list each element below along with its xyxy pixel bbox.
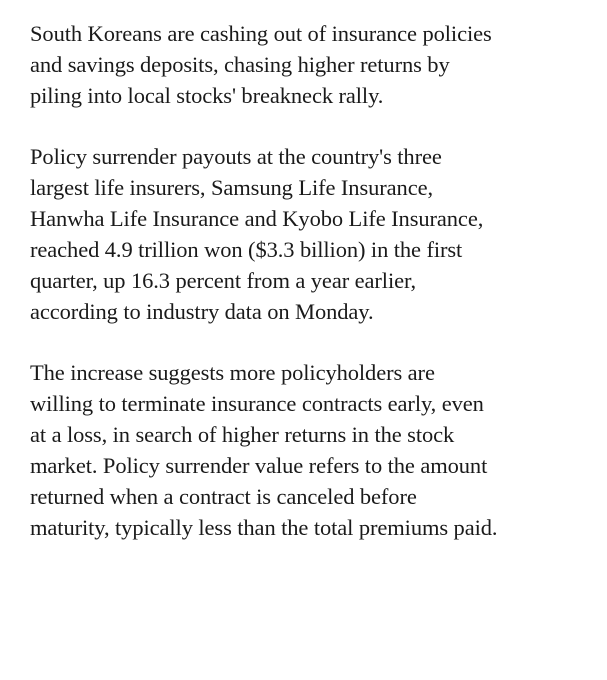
text-line: returned when a contract is canceled before bbox=[30, 484, 417, 509]
text-line: Hanwha Life Insurance and Kyobo Life Insurance, bbox=[30, 206, 484, 231]
text-line: Policy surrender payouts at the country's three bbox=[30, 144, 442, 169]
text-line: at a loss, in search of higher returns in the stock bbox=[30, 422, 455, 447]
text-line: market. Policy surrender value refers to the amount bbox=[30, 453, 488, 478]
text-line: largest life insurers, Samsung Life Insurance, bbox=[30, 175, 433, 200]
text-line: South Koreans are cashing out of insurance policies bbox=[30, 21, 492, 46]
paragraph-payouts bbox=[30, 141, 590, 327]
text-line: The increase suggests more policyholders are bbox=[30, 360, 435, 385]
text-line: maturity, typically less than the total premiums paid. bbox=[30, 515, 498, 540]
paragraph-explanation bbox=[30, 357, 590, 543]
article-body bbox=[30, 18, 590, 543]
paragraph-intro bbox=[30, 18, 590, 111]
text-line: quarter, up 16.3 percent from a year earlier, bbox=[30, 268, 416, 293]
text-line: reached 4.9 trillion won ($3.3 billion) in the first bbox=[30, 237, 463, 262]
text-line: and savings deposits, chasing higher returns by bbox=[30, 52, 450, 77]
text-line: piling into local stocks' breakneck rally. bbox=[30, 83, 384, 108]
text-line: according to industry data on Monday. bbox=[30, 299, 374, 324]
text-line: willing to terminate insurance contracts early, even bbox=[30, 391, 484, 416]
